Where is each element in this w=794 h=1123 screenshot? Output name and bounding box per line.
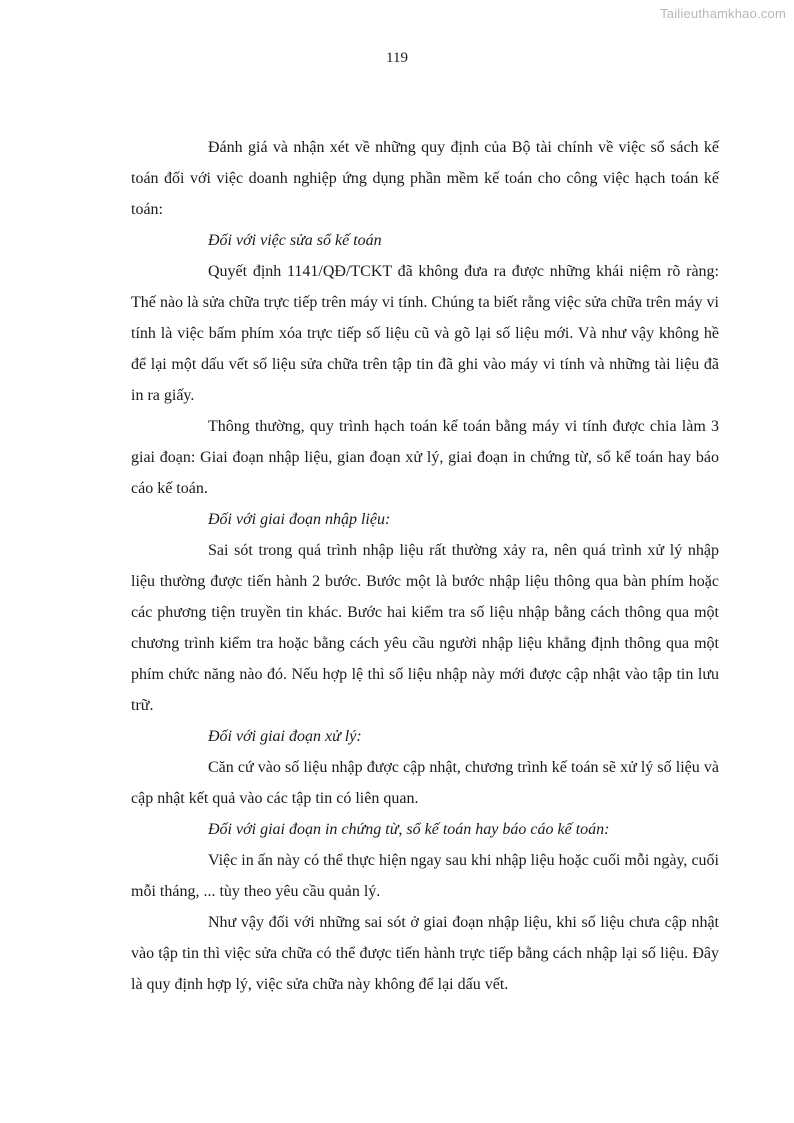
subheading-ledger-correction: Đối với việc sửa sổ kế toán <box>208 232 382 249</box>
page-number: 119 <box>386 50 408 66</box>
paragraph-processing: Căn cứ vào số liệu nhập được cập nhật, chương trình kế toán sẽ xử lý số liệu và cập nhật kết quả vào các tập tin có liên quan. <box>131 759 719 807</box>
paragraph-data-entry: Sai sót trong quá trình nhập liệu rất thường xảy ra, nên quá trình xử lý nhập liệu thường được tiến hành 2 bước. Bước một là bước nhập liệu thông qua bàn phím hoặc các phương tiện truyền tin khác. Bước hai kiểm tra số liệu nhập bằng cách thông qua một chương trình kiểm tra hoặc bằng cách yêu cầu người nhập liệu khẳng định thông qua một phím chức năng nào đó. Nếu hợp lệ thì số liệu nhập này mới được cập nhật vào tập tin lưu trữ. <box>131 542 719 714</box>
subheading-data-entry: Đối với giai đoạn nhập liệu: <box>208 511 391 528</box>
paragraph-decision-1141: Quyết định 1141/QĐ/TCKT đã không đưa ra được những khái niệm rõ ràng: Thế nào là sửa chữa trực tiếp trên máy vi tính. Chúng ta biết rằng việc sửa chữa trên máy vi tính là việc bấm phím xóa trực tiếp số liệu cũ và gõ lại số liệu mới. Và như vậy không hề để lại một dấu vết số liệu sửa chữa trên tập tin đã ghi vào máy vi tính và những tài liệu đã in ra giấy. <box>131 263 719 404</box>
paragraph-conclusion: Như vậy đối với những sai sót ở giai đoạn nhập liệu, khi số liệu chưa cập nhật vào tập tin thì việc sửa chữa có thể được tiến hành trực tiếp bằng cách nhập lại số liệu. Đây là quy định hợp lý, việc sửa chữa này không để lại dấu vết. <box>131 914 719 993</box>
subheading-processing: Đối với giai đoạn xử lý: <box>208 728 362 745</box>
paragraph-intro: Đánh giá và nhận xét về những quy định của Bộ tài chính về việc sổ sách kế toán đối với việc doanh nghiệp ứng dụng phần mềm kế toán cho công việc hạch toán kế toán: <box>131 139 719 218</box>
watermark: Tailieuthamkhao.com <box>660 6 786 21</box>
subheading-printing: Đối với giai đoạn in chứng từ, sổ kế toán hay báo cáo kế toán: <box>208 821 610 838</box>
document-body <box>131 132 719 1000</box>
paragraph-process-stages: Thông thường, quy trình hạch toán kế toán bằng máy vi tính được chia làm 3 giai đoạn: Giai đoạn nhập liệu, gian đoạn xử lý, giai đoạn in chứng từ, sổ kế toán hay báo cáo kế toán. <box>131 418 719 497</box>
paragraph-printing: Việc in ấn này có thể thực hiện ngay sau khi nhập liệu hoặc cuối mỗi ngày, cuối mỗi tháng, ... tùy theo yêu cầu quản lý. <box>131 852 719 900</box>
